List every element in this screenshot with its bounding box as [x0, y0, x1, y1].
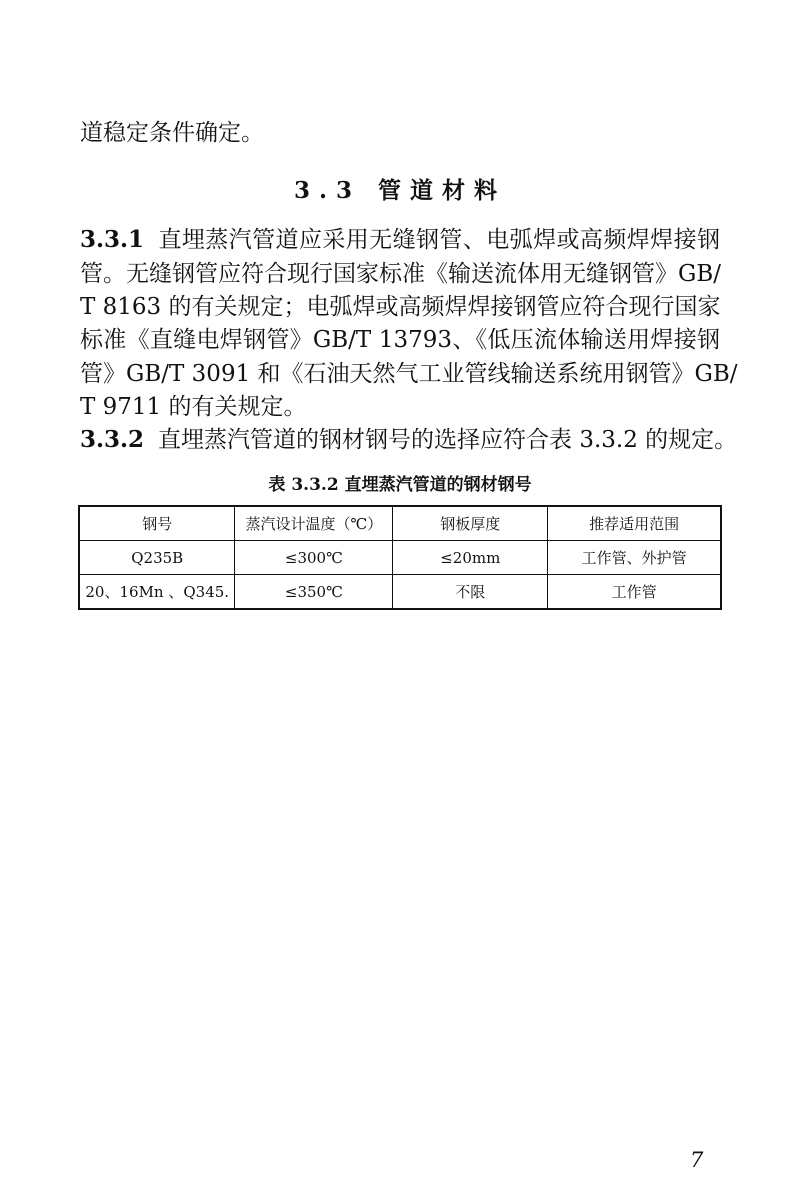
section-heading: 3.3 管道材料 [293, 177, 507, 204]
text-span: 直埋蒸汽管道应采用无缝钢管、电弧焊或高频焊焊接钢 [158, 227, 720, 253]
header-cell: 钢板厚度 [393, 506, 548, 541]
header-cell: 蒸汽设计温度（℃） [235, 506, 393, 541]
steel-grade-table [78, 505, 722, 610]
table-header-row [79, 506, 721, 541]
clause-3-3-2-line [80, 425, 738, 455]
table-cell: 20、16Mn 、Q345. [79, 575, 235, 610]
text-line: 管》GB/T 3091 和《石油天然气工业管线输送系统用钢管》GB/ [80, 361, 738, 387]
text-span: 直埋蒸汽管道的钢材钢号的选择应符合表 3.3.2 的规定。 [158, 427, 738, 453]
clause-3-3-1-line [80, 225, 720, 255]
table-cell: Q235B [79, 541, 235, 575]
table-cell: 工作管、外护管 [548, 541, 721, 575]
clause-number: 3.3.2 [80, 426, 145, 453]
table-cell: 不限 [393, 575, 548, 610]
text-line: 标准《直缝电焊钢管》GB/T 13793、《低压流体输送用焊接钢 [80, 327, 720, 353]
header-cell: 推荐适用范围 [548, 506, 721, 541]
table-row [79, 575, 721, 610]
header-cell: 钢号 [79, 506, 235, 541]
table-cell: 工作管 [548, 575, 721, 610]
table-cell: ≤300℃ [235, 541, 393, 575]
page-number: 7 [690, 1148, 704, 1172]
table-cell: ≤350℃ [235, 575, 393, 610]
text-line: T 8163 的有关规定；电弧焊或高频焊焊接钢管应符合现行国家 [80, 294, 721, 320]
text-line: 道稳定条件确定。 [80, 120, 264, 146]
text-line: T 9711 的有关规定。 [80, 394, 307, 420]
clause-number: 3.3.1 [80, 226, 145, 253]
table-cell: ≤20mm [393, 541, 548, 575]
table-caption: 表 3.3.2 直埋蒸汽管道的钢材钢号 [268, 475, 532, 495]
table-row [79, 541, 721, 575]
text-line: 管。无缝钢管应符合现行国家标准《输送流体用无缝钢管》GB/ [80, 261, 722, 287]
